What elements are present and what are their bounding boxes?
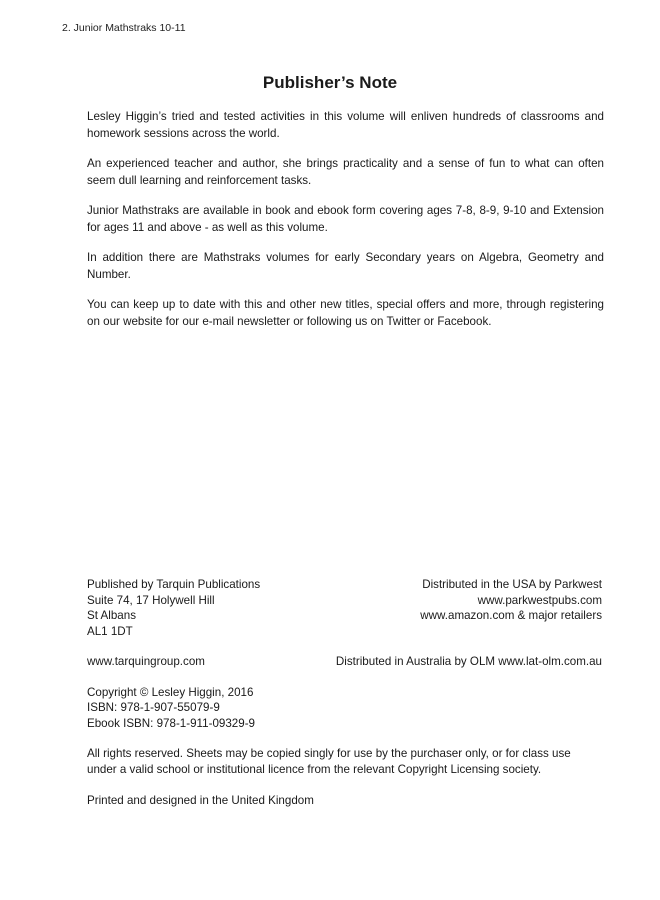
- paragraph-intro: Lesley Higgin’s tried and tested activities in this volume will enliven hundreds of classrooms and homework sessions across the world.: [87, 110, 604, 140]
- parkwest-link[interactable]: www.parkwestpubs.com: [477, 593, 602, 607]
- australia-distribution: Distributed in Australia by OLM www.lat-olm.com.au: [335, 655, 602, 668]
- paragraph-secondary: In addition there are Mathstraks volumes for early Secondary years on Algebra, Geometry and Number.: [87, 251, 604, 281]
- imprint-section: [87, 577, 602, 809]
- amazon-retailers: www.amazon.com & major retailers: [420, 609, 602, 622]
- running-head: 2. Junior Mathstraks 10-11: [62, 22, 186, 34]
- isbn: ISBN: 978-1-907-55079-9: [87, 701, 220, 714]
- publisher-street: Suite 74, 17 Holywell Hill: [87, 593, 215, 607]
- ebook-isbn: Ebook ISBN: 978-1-911-09329-9: [87, 716, 256, 730]
- paragraph-author: An experienced teacher and author, she brings practicality and a sense of fun to what can often seem dull learning and reinforcement tasks.: [87, 157, 604, 187]
- publishers-note-body: [87, 108, 604, 343]
- publisher-name: Published by Tarquin Publications: [87, 578, 261, 591]
- usa-distribution: [420, 577, 602, 639]
- publisher-website-link[interactable]: www.tarquingroup.com: [87, 655, 205, 668]
- paragraph-series: Junior Mathstraks are available in book and ebook form covering ages 7-8, 8-9, 9-10 and Extension for ages 11 and above - as well as this volume.: [87, 204, 604, 234]
- usa-distributor: Distributed in the USA by Parkwest: [422, 578, 602, 591]
- page-title: Publisher’s Note: [262, 73, 398, 92]
- address-row: [87, 577, 602, 639]
- publisher-postcode: AL1 1DT: [87, 624, 133, 638]
- website-row: [87, 654, 602, 670]
- publisher-address: [87, 577, 260, 639]
- printed-statement: Printed and designed in the United Kingdom: [87, 794, 314, 807]
- copyright-block: [87, 685, 602, 732]
- paragraph-newsletter: You can keep up to date with this and other new titles, special offers and more, through registering on our website for our e-mail newsletter or following us on Twitter or Facebook.: [87, 298, 604, 328]
- rights-statement: All rights reserved. Sheets may be copied singly for use by the purchaser only, or for class use under a valid school or institutional licence from the relevant Copyright Licensing society.: [87, 747, 571, 776]
- publisher-town: St Albans: [87, 609, 136, 622]
- copyright-notice: Copyright © Lesley Higgin, 2016: [87, 685, 254, 699]
